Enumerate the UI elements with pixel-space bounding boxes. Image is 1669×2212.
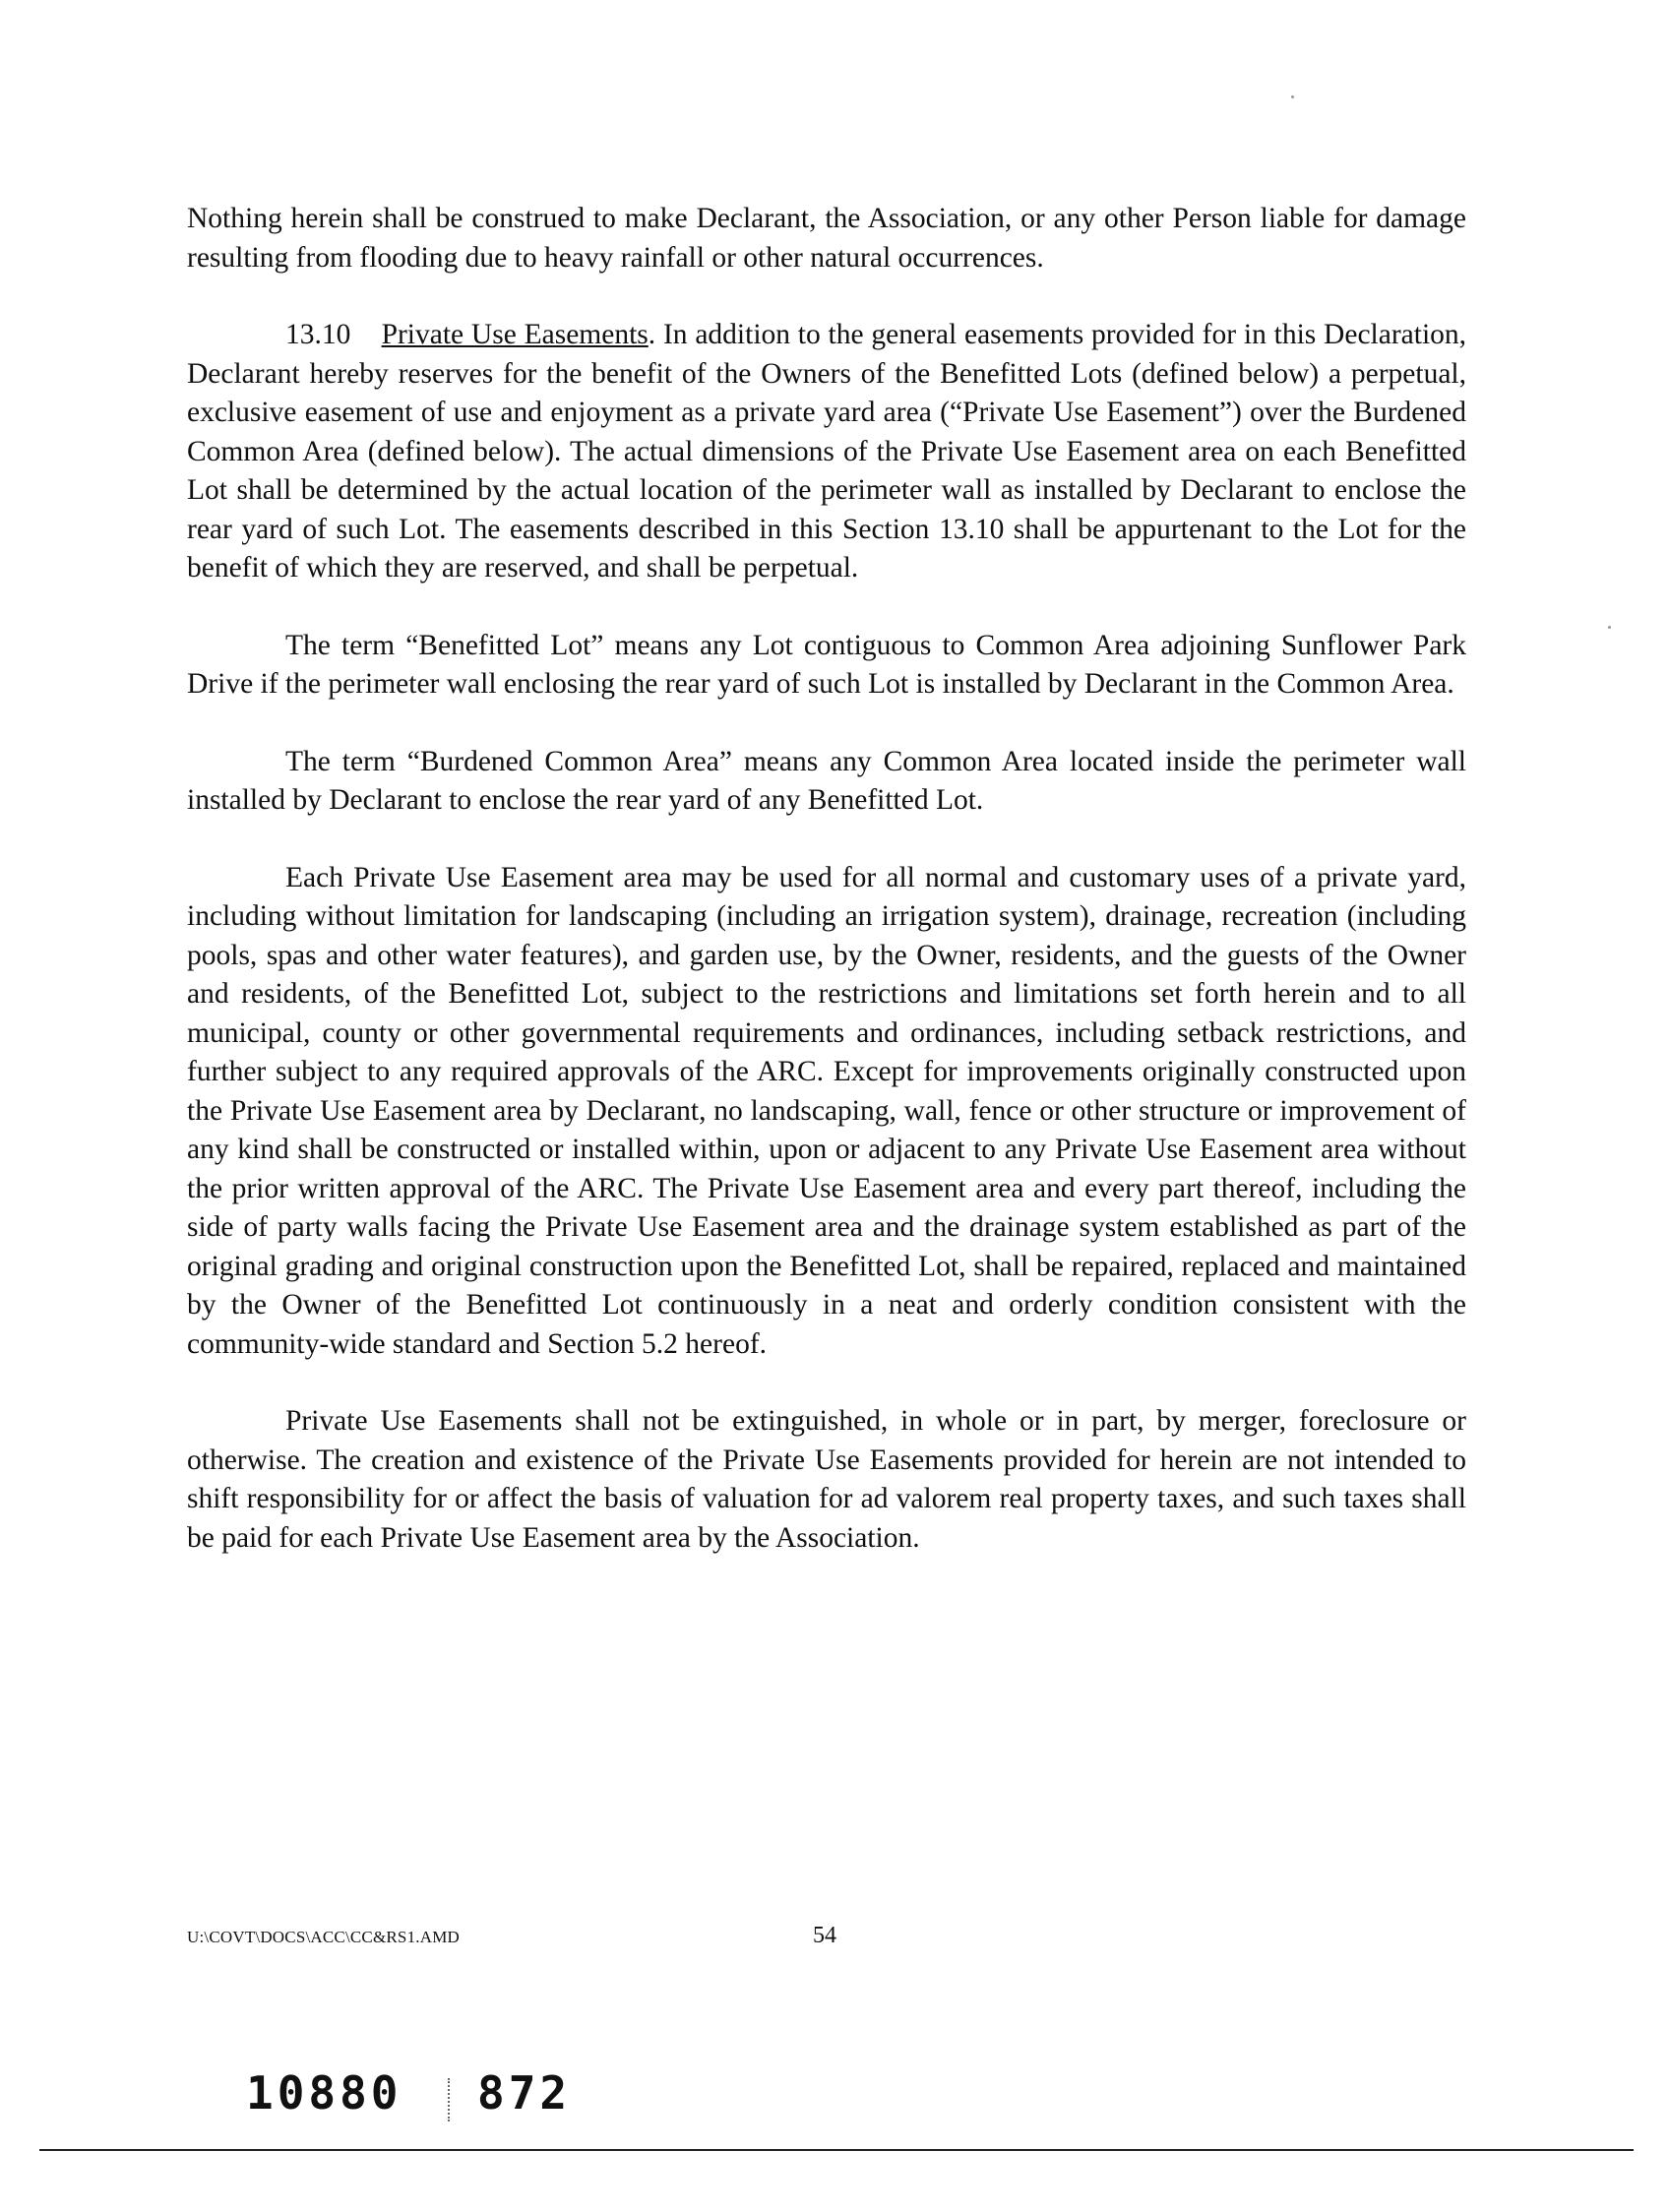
recording-book-number: 10880 [246,2066,402,2120]
document-body [187,200,1466,1558]
benefitted-lot-definition: The term “Benefitted Lot” means any Lot contiguous to Common Area adjoining Sunflower Park Drive if the perimeter wall enclosing the rear yard of such Lot is installed by Declarant in the Common Area. [187,629,1466,700]
bottom-scan-rule [39,2149,1634,2151]
burdened-area-definition: The term “Burdened Common Area” means any Common Area located inside the perimeter wall installed by Declarant to enclose the rear yard of any Benefitted Lot. [187,745,1466,816]
section-title: Private Use Easements [381,319,649,350]
section-number: 13.10 [285,319,351,350]
section-body: . In addition to the general easements provided for in this Declaration, Declarant hereby reserves for the benefit of the Owners of the Benefitted Lots (defined below) a perpetual, exclusive easement of use and enjoyment as a private yard area (“Private Use Easement”) over the Burdened Common Area (defined below). The actual dimensions of the Private Use Easement area on each Benefitted Lot shall be determined by the actual location of the perimeter wall as installed by Declarant to enclose the rear yard of such Lot. The easements described in this Section 13.10 shall be appurtenant to the Lot for the benefit of which they are reserved, and shall be perpetual. [187,319,1467,584]
scan-speck [1291,95,1294,98]
footer-page-number: 54 [813,1923,836,1948]
section-13-10-paragraph [187,316,1466,588]
extinguishment-paragraph: Private Use Easements shall not be extinguished, in whole or in part, by merger, foreclosure or otherwise. The creation and existence of the Private Use Easements provided for herein are not intended to shift responsibility for or affect the basis of valuation for ad valorem real property taxes, and such taxes shall be paid for each Private Use Easement area by the Association. [187,1405,1466,1554]
intro-paragraph: Nothing herein shall be construed to make Declarant, the Association, or any other Person liable for damage resulting from flooding due to heavy rainfall or other natural occurrences. [187,203,1466,274]
stamp-separator [448,2078,452,2121]
scan-speck [1608,626,1611,629]
permitted-uses-paragraph: Each Private Use Easement area may be used for all normal and customary uses of a private yard, including without limitation for landscaping (including an irrigation system), drainage, recreation (including pools, spas and other water features), and garden use, by the Owner, residents, and the guests of the Owner and residents, of the Benefitted Lot, subject to the restrictions and limitations set forth herein and to all municipal, county or other governmental requirements and ordinances, including setback restrictions, and further subject to any required approvals of the ARC. Except for improvements originally constructed upon the Private Use Easement area by Declarant, no landscaping, wall, fence or other structure or improvement of any kind shall be constructed or installed within, upon or adjacent to any Private Use Easement area without the prior written approval of the ARC. The Private Use Easement area and every part thereof, including the side of party walls facing the Private Use Easement area and the drainage system established as part of the original grading and original construction upon the Benefitted Lot, shall be repaired, replaced and maintained by the Owner of the Benefitted Lot continuously in a neat and orderly condition consistent with the community-wide standard and Section 5.2 hereof. [187,861,1466,1360]
footer-file-path: U:\COVT\DOCS\ACC\CC&RS1.AMD [187,1928,460,1946]
recording-page-number: 872 [477,2066,572,2120]
